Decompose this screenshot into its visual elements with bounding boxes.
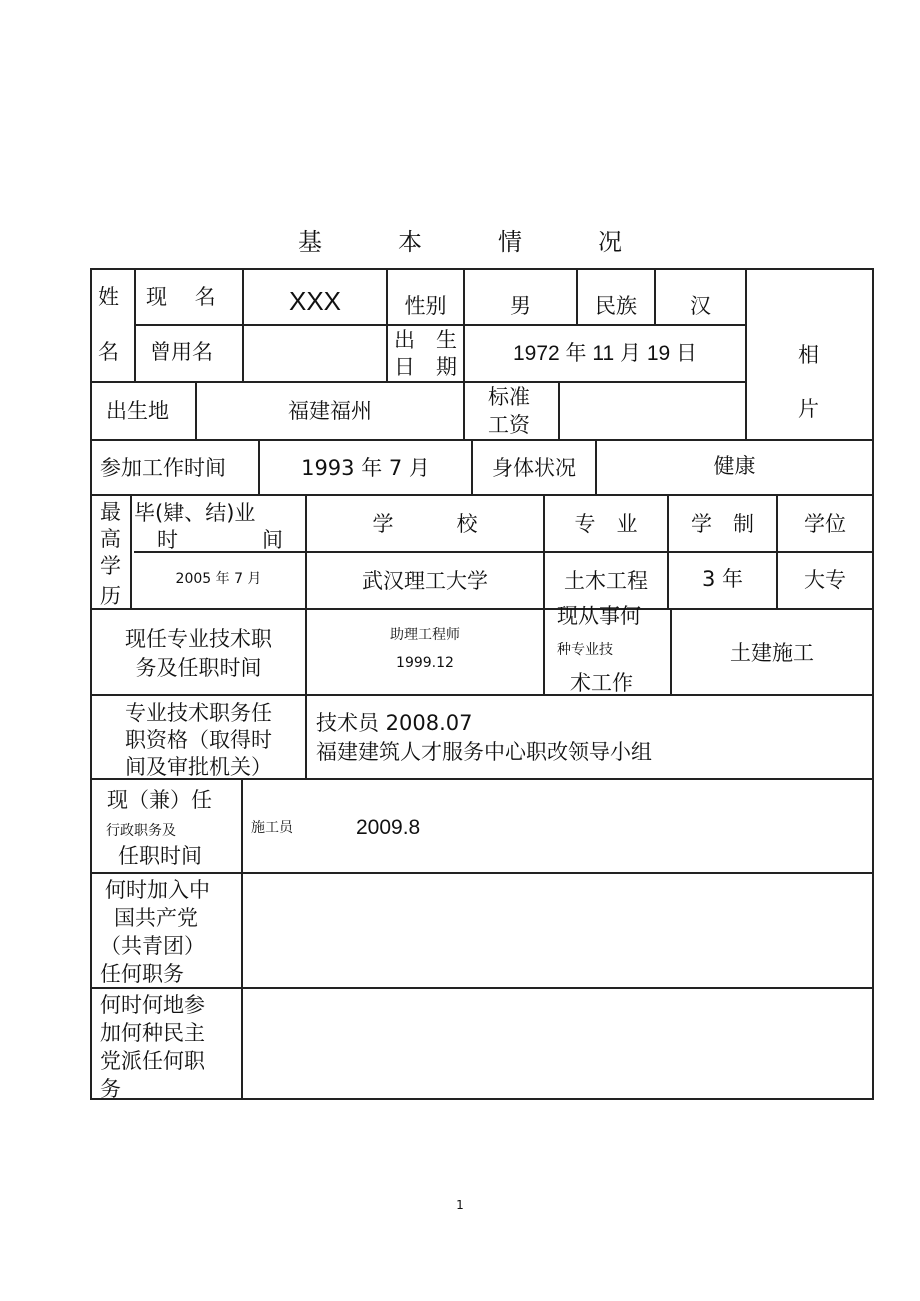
row-divider bbox=[90, 872, 874, 874]
education-label-char: 学 bbox=[100, 554, 121, 578]
title-char: 况 bbox=[598, 228, 622, 256]
edu-duration: 3 年 bbox=[701, 567, 744, 591]
education-label-char: 历 bbox=[100, 584, 121, 608]
col-divider bbox=[745, 268, 747, 440]
row-divider bbox=[90, 494, 874, 496]
col-divider bbox=[134, 268, 136, 382]
health-label: 身体状况 bbox=[492, 456, 576, 480]
row-divider bbox=[90, 694, 874, 696]
row-divider bbox=[90, 381, 746, 383]
edu-header-major: 专 业 bbox=[574, 512, 638, 536]
current-title-value-1: 助理工程师 bbox=[390, 627, 460, 643]
current-title-value-2: 1999.12 bbox=[396, 655, 454, 671]
former-name-label: 曾用名 bbox=[150, 340, 213, 364]
col-divider bbox=[241, 778, 243, 1100]
edu-header-duration: 学 制 bbox=[691, 512, 754, 536]
row-divider bbox=[90, 608, 874, 610]
page-number: 1 bbox=[456, 1198, 464, 1212]
edu-grad-time: 2005 年 7 月 bbox=[175, 571, 262, 587]
name-label-top: 姓 bbox=[98, 285, 119, 309]
title-char: 情 bbox=[498, 228, 522, 256]
current-work-label-1: 现从事何 bbox=[557, 604, 641, 628]
current-work-value: 土建施工 bbox=[730, 641, 814, 665]
col-divider bbox=[543, 608, 545, 695]
current-name-value: XXX bbox=[288, 286, 342, 316]
current-work-label-2: 种专业技 bbox=[557, 642, 613, 658]
edu-header-degree: 学位 bbox=[804, 512, 846, 536]
edu-header-school: 学 校 bbox=[372, 512, 478, 536]
admin-post-label-1: 现（兼）任 bbox=[107, 788, 212, 812]
birth-date-label-2: 日 期 bbox=[394, 355, 457, 379]
row-divider bbox=[90, 439, 874, 441]
page-title bbox=[0, 222, 920, 257]
gender-label: 性别 bbox=[404, 294, 447, 318]
education-label-char: 高 bbox=[100, 527, 121, 551]
party-label-1: 何时加入中 bbox=[105, 878, 210, 902]
qualification-value-1: 技术员 2008.07 bbox=[316, 711, 473, 735]
col-divider bbox=[242, 268, 244, 382]
party-label-4: 任何职务 bbox=[100, 962, 184, 986]
col-divider bbox=[130, 494, 132, 609]
row-divider bbox=[90, 987, 874, 989]
current-name-label: 现 名 bbox=[146, 285, 216, 309]
edu-header-grad-1: 毕(肄、结)业 bbox=[134, 501, 256, 525]
birth-date-label-1: 出 生 bbox=[394, 328, 457, 352]
name-label-bottom: 名 bbox=[98, 340, 119, 364]
party-label-2: 国共产党 bbox=[114, 906, 198, 930]
qualification-value-2: 福建建筑人才服务中心职改领导小组 bbox=[316, 740, 652, 764]
birth-date-value: 1972 年 11 月 19 日 bbox=[512, 342, 698, 365]
admin-post-date: 2009.8 bbox=[356, 816, 421, 839]
admin-post-value: 施工员 bbox=[251, 820, 293, 836]
democratic-party-label-4: 务 bbox=[100, 1077, 121, 1101]
education-label-char: 最 bbox=[100, 500, 121, 524]
democratic-party-label-1: 何时何地参 bbox=[100, 993, 205, 1017]
democratic-party-label-2: 加何种民主 bbox=[100, 1021, 205, 1045]
ethnicity-label: 民族 bbox=[595, 294, 637, 318]
title-char: 基 bbox=[298, 228, 322, 256]
qualification-label-2: 职资格（取得时 bbox=[125, 728, 272, 752]
health-value: 健康 bbox=[713, 454, 756, 478]
admin-post-label-2: 行政职务及 bbox=[106, 823, 176, 839]
salary-label-2: 工资 bbox=[488, 413, 530, 437]
current-title-label-1: 现任专业技术职 bbox=[125, 627, 272, 651]
table-border-right bbox=[872, 268, 874, 1100]
qualification-label-1: 专业技术职务任 bbox=[125, 701, 272, 725]
title-char: 本 bbox=[398, 228, 422, 256]
edu-header-grad-2: 时 间 bbox=[157, 528, 283, 552]
birthplace-label: 出生地 bbox=[106, 399, 169, 423]
edu-school: 武汉理工大学 bbox=[362, 569, 488, 593]
col-divider bbox=[463, 381, 465, 440]
work-start-label: 参加工作时间 bbox=[100, 456, 226, 480]
current-title-label-2: 务及任职时间 bbox=[135, 656, 262, 680]
col-divider bbox=[558, 381, 560, 440]
table-border-top bbox=[90, 268, 874, 270]
salary-label-1: 标准 bbox=[488, 385, 530, 409]
edu-major: 土木工程 bbox=[564, 569, 648, 593]
edu-degree: 大专 bbox=[804, 568, 846, 592]
qualification-label-3: 间及审批机关） bbox=[125, 755, 272, 779]
current-work-label-3: 术工作 bbox=[570, 671, 633, 695]
party-label-3: （共青团） bbox=[100, 934, 205, 958]
table-border-bottom bbox=[90, 1098, 874, 1100]
photo-label-1: 相 bbox=[798, 343, 819, 367]
work-start-value: 1993 年 7 月 bbox=[301, 456, 430, 480]
ethnicity-value: 汉 bbox=[690, 294, 711, 318]
democratic-party-label-3: 党派任何职 bbox=[100, 1049, 205, 1073]
admin-post-label-3: 任职时间 bbox=[118, 844, 202, 868]
photo-label-2: 片 bbox=[798, 397, 819, 421]
birthplace-value: 福建福州 bbox=[288, 399, 372, 423]
gender-value: 男 bbox=[510, 294, 531, 318]
table-border-left bbox=[90, 268, 92, 1100]
